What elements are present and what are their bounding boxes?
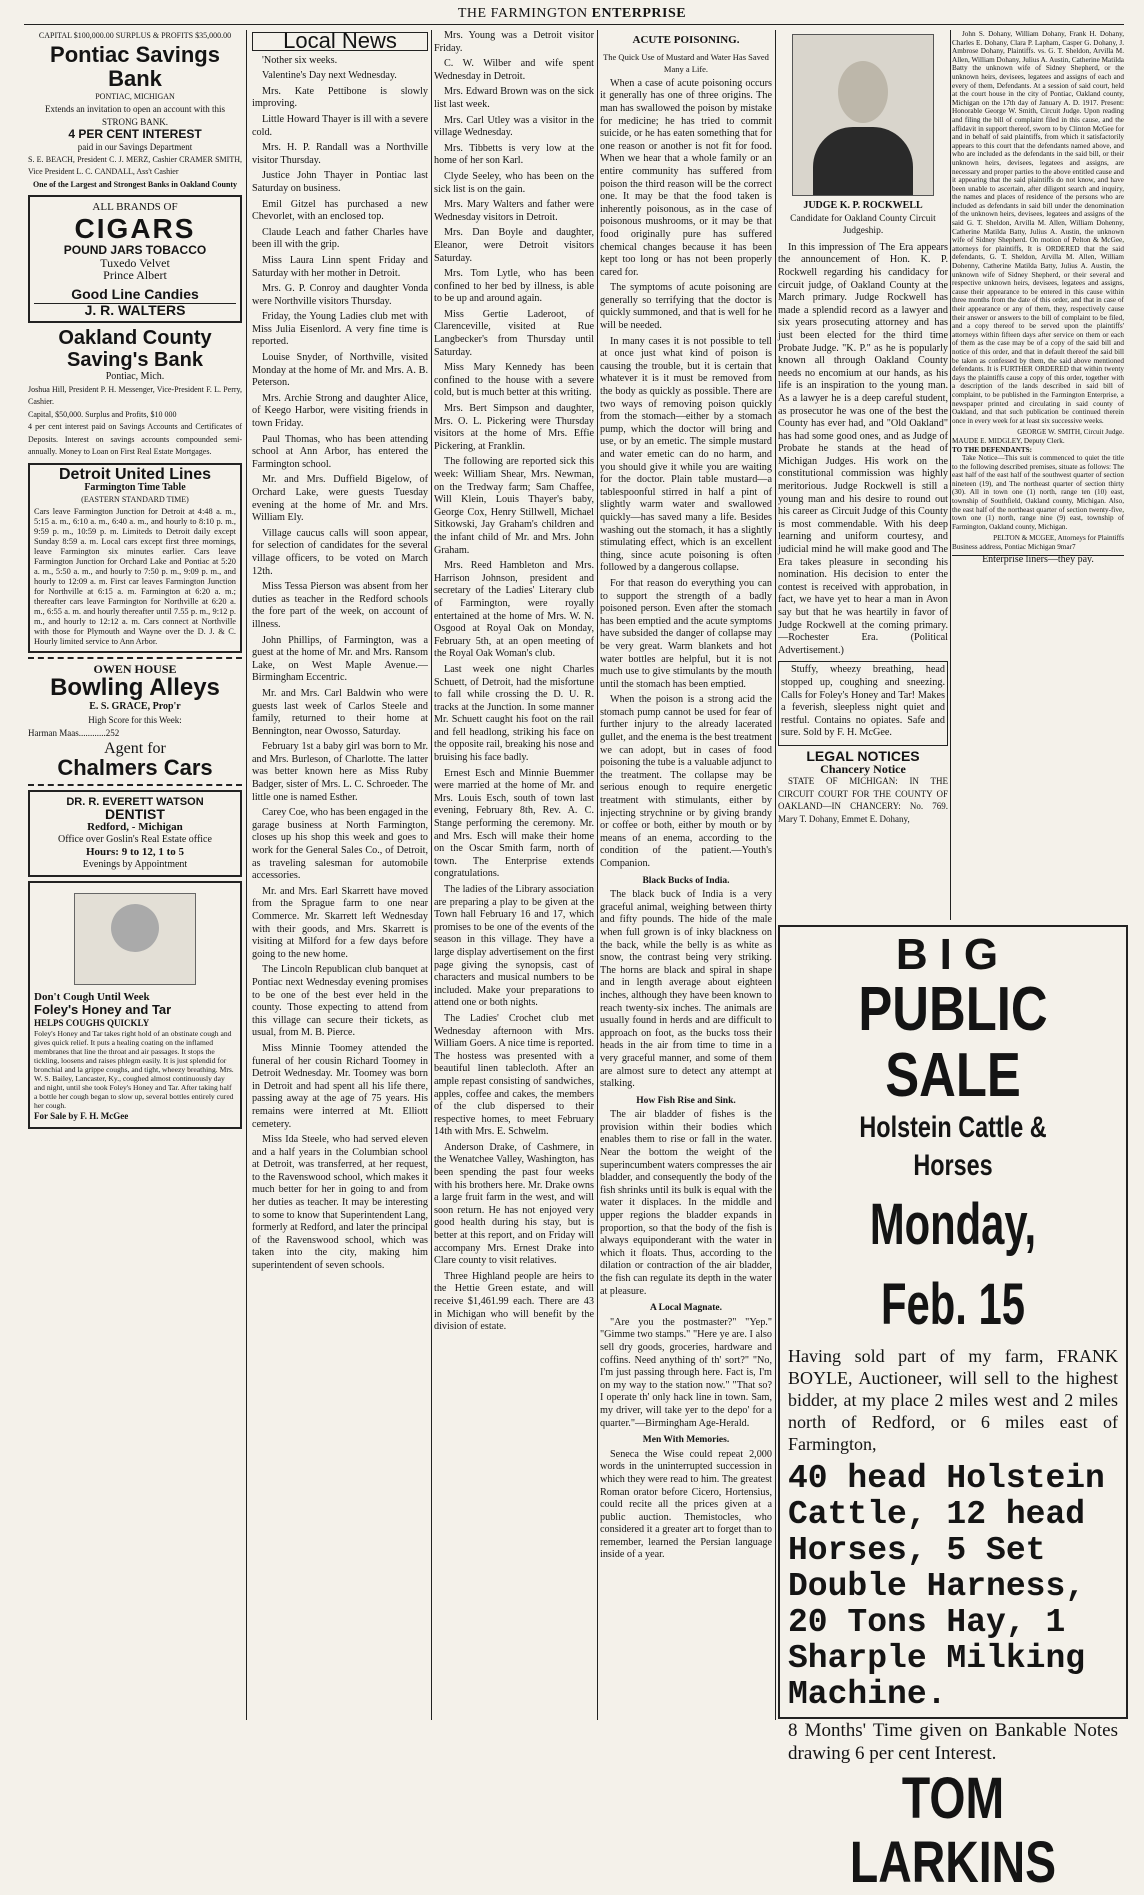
dentist-location: Redford, - Michigan — [87, 821, 183, 833]
bowl-score-label: High Score for this Week: — [88, 715, 182, 726]
stuffy-text: Stuffy, wheezy breathing, head stopped up, coughing and sneezing. Calls for Foley's Honey and Tar! Makes a feverish, sleepless night quiet and restful. Contains no opiates. Safe and sure. Sold by F. H. McGee. — [781, 664, 945, 739]
news-item: Emil Gitzel has purchased a new Chevorlet, with an enclosed top. — [252, 198, 428, 223]
news-item: Paul Thomas, who has been attending school at Ann Arbor, has entered the Farmington school. — [252, 433, 428, 470]
agent-cars: Chalmers Cars — [57, 754, 213, 780]
news-item: When a case of acute poisoning occurs it generally has one of three origins. The man has swallowed the poison by mistake for medicine; he has tried to commit suicide, or he has eaten something that for one reason or another is not fit for food. When we hear that a whole family or an entire community has suffered from poison the third reason will be the correct one. It may be that the food taken is inherently poisonous, as in the case of poisonous mushrooms, or it may be that food originally pure has suffered chemical changes because it has been kept too long or has not been properly cared for. — [600, 77, 773, 278]
news-item: Three Highland people are heirs to the Hettie Green estate, and will receive $1,461.99 each. There are 43 in Michigan who will benefit by the division of estate. — [434, 1270, 594, 1333]
judge-caption-sub: Candidate for Oakland County Circuit Judgeship. — [790, 213, 936, 237]
bowl-title: Bowling Alleys — [50, 674, 220, 702]
bank1-officers: S. E. BEACH, President C. J. MERZ, Cashier CRAMER SMITH, Vice President L. C. CANDALL, Ass't Cashier — [28, 154, 242, 177]
news-item: Last week one night Charles Schuett, of Detroit, had the misfortune to fall while crossing the D. U. R. tracks at the Junction. In some manner Mr. Schuett caught his foot on the rail and fell headlong, striking his face on the opposite rail, breaking his nose and bruising his face badly. — [434, 663, 594, 764]
news-item: Miss Mary Kennedy has been confined to the house with a severe cold, but is much better at this writing. — [434, 362, 594, 399]
bowl-prop: E. S. GRACE, Prop'r — [89, 701, 181, 713]
sale-date: Monday, Feb. 15 — [869, 1192, 1037, 1337]
news-item: Miss Ida Steele, who had served eleven and a half years in the Columbian school at Detroit, was transferred, at her request, to the Ravenswood school, which makes it much better for her in going to and from her duties as teacher. It may be interesting to some to know that Superintendent Lang, formerly at Redford, and later the principal of the Ravenswood school, which was taken into the city, making him superintendent of seven schools. — [252, 1134, 428, 1272]
rail-standard: (EASTERN STANDARD TIME) — [81, 495, 189, 505]
local-news-body — [252, 55, 428, 1273]
defendants-heading: TO THE DEFENDANTS: — [952, 445, 1033, 454]
news-item: Mrs. Carl Utley was a visitor in the village Wednesday. — [434, 114, 594, 139]
news-item: Claude Leach and father Charles have been ill with the grip. — [252, 226, 428, 251]
sale-items: 40 head Holstein Cattle, 12 head Horses, 5 Set Double Harness, 20 Tons Hay, 1 Sharple Milking Machine. — [788, 1460, 1105, 1713]
news-item: Mrs. Tibbetts is very low at the home of her son Karl. — [434, 142, 594, 167]
divider — [28, 657, 242, 659]
bank1-tagline: One of the Largest and Strongest Banks in Oakland County — [32, 179, 238, 189]
news-item: The symptoms of acute poisoning are generally so terrifying that the doctor is quickly summoned, and that is well for he will be needed. — [600, 282, 772, 332]
sale-name: TOM LARKINS — [849, 1766, 1057, 1895]
dentist-evenings: Evenings by Appointment — [82, 858, 188, 870]
stuffy-ad — [778, 661, 948, 746]
man-illustration — [74, 893, 196, 985]
local-news-title: Local News — [252, 32, 428, 51]
sale-headline: PUBLIC SALE — [858, 975, 1048, 1110]
legal-continued: John S. Dohany, William Dohany, Frank H. Dohany, Charles E. Dohany, Clara P. Lapham, Casper G. Dohany, J. Ambrose Dohany, Plaintiffs. vs. G. T. Sheldon, Arvilla M. Allen, William Dohany, Julius A. Austin, Catherine Matilda Batty the unknown wife of Sidney Shepherd, or the unknown heirs, devisees, legatees and assigns of each and every of them, Defendants. At a session of said court, held at the court house in the city of Pontiac, Oakland county, Michigan on the 17th day of January A. D. 1917. Present: Honorable George W. Smith, Circuit Judge. Upon reading and filing the bill of complaint filed in this cause, and the affidavit in support thereof, sworn to by Clinton McGee for and in behalf of said plaintiffs, from which it satisfactorily appears to this court that the defendants named above, and who are included as the defendants in the said bill, or their unknown heirs, devisees, legatees and assigns, are necessary and proper parties to the above entitled cause and it appearing that the said plaintiffs do not know, and have been unable to ascertain, after diligent search and inquiry, the names and places of residence of the persons who are included as defendants in said bill under the denomination of the unknown heirs, devisees, legatees and assigns of the said G. T. Sheldon, Arvilla M. Allen, William Dohenny, Catherine Matilda Batty, Julius A. Austin, the unknown wife of Sidney Shepherd. On motion of Pelton & McGee, attorneys for plaintiffs, It is ORDERED that the said defendants, G. T. Sheldon, Arvilla M. Allen, William Dohenny, Catherine Matilda Batty, Julius A. Austin, the unknown wife of Sidney Shepherd, or their several and respective unknown heirs, devisees, legatees and assigns, cause their appearance to be entered in this cause within three months from the date of this order, and that in case of their appearance or any of them, they, respectively cause their answer or answers to the bill of complaint to be filed, and a copy thereof to be served upon the plaintiffs' attorneys within fifteen days after service on them or each of them as the case may be of a copy of the said bill and notice of this order, and that in default thereof the said bill be taken as confessed by them, the said above mentioned defendants. It is FURTHER ORDERED that within twenty days the plaintiffs cause a copy of this order, together with a description of the lands described in said bill of complaint, to be published in the Farmington Enterprise, a newspaper printed and circulating in said county of Oakland, and that such publication be continued therein once in every week for at least six successive weeks. — [952, 30, 1124, 425]
bank1-header: CAPITAL $100,000.00 SURPLUS & PROFITS $35,000.00 — [38, 31, 232, 40]
bank1-invite: Extends an invitation to open an account with this STRONG BANK. — [45, 104, 225, 127]
news-item: Mr. and Mrs. Duffield Bigelow, of Orchard Lake, were guests Tuesday evening at the home of Mr. and Mrs. William Ely. — [252, 474, 428, 524]
news-item: Friday, the Young Ladies club met with Miss Julia Eisenlord. A very fine time is reported. — [252, 311, 428, 348]
news-item: When the poison is a strong acid the stomach pump cannot be used for fear of further injury to the already lacerated gullet, and the enema is the best treatment we can adopt, but in cases of food poisoning the tube is a valuable adjunct to the treatment. The collapse may be serious enough to require energetic treatment with stimulants, either by injecting strychnine or by giving brandy or coffee or both, either by mouth or by means of an enema, according to the condition of the patient.—Youth's Companion. — [600, 694, 772, 869]
news-item: Miss Gertie Laderoot, of Clarenceville, visited at Rue Langbecker's from Thursday until Saturday. — [434, 308, 594, 358]
sale-terms: 8 Months' Time given on Bankable Notes drawing 6 per cent Interest. — [788, 1720, 1118, 1764]
judge-portrait — [792, 34, 934, 196]
foley-text: Foley's Honey and Tar takes right hold of an obstinate cough and gives quick relief. It puts a healing coating on the inflamed membranes that line the throat and air passages. It stops the tickling, loosens and raises phlegm easily. It is just splendid for bronchial and la grippe coughs, and tight, wheezy breathing. Mrs. W. S. Bailey, Lancaster, Ky., coughed almost continuously day and night, until she took Foley's Honey and Tar. After taking half a bottle her cough began to slow up, several bottles entirely cured her cough. — [34, 1029, 234, 1111]
divider — [28, 784, 242, 786]
column-ads — [28, 30, 242, 1720]
legal-text: STATE OF MICHIGAN: IN THE CIRCUIT COURT FOR THE COUNTY OF OAKLAND—IN CHANCERY: No. 769. Mary T. Dohany, Emmet E. Dohany, — [778, 776, 948, 824]
column-rule — [775, 30, 776, 1720]
foley-sale: For Sale by F. H. McGee — [34, 1111, 129, 1122]
memories-title: Men With Memories. — [642, 1435, 730, 1446]
news-item: 'Nother six weeks. — [262, 54, 338, 66]
news-item: Little Howard Thayer is ill with a severe cold. — [252, 113, 428, 138]
dentist-ad — [28, 790, 242, 878]
news-item: Mrs. Kate Pettibone is slowly improving. — [252, 85, 428, 110]
poison-subtitle: The Quick Use of Mustard and Water Has Saved Many a Life. — [603, 51, 769, 75]
masthead-rule — [24, 24, 1124, 25]
news-item: Mrs. Bert Simpson and daughter, Mrs. O. L. Pickering were Thursday visitors at the home of Mrs. Effie Pickering, at Franklin. — [434, 403, 594, 452]
column-rule — [597, 30, 598, 1720]
public-sale-ad — [778, 925, 1128, 1895]
bank1-name: Pontiac Savings Bank — [50, 41, 220, 91]
buck-text: The black buck of India is a very graceful animal, weighing between thirty and fifty pounds. The hide of the male when full grown is of inky blackness on the back, while the belly is as white as snow, the contrast being very striking. The horns are black and spiral in shape and in length average about eighteen inches, although they have been known to reach twenty-six inches. The animals are usually found in herds and are difficult to approach on foot, as the bucks toss their heads in the air from time to time in a very graceful manner, and some of them are almost sure to detect any attempt at stalking. — [600, 889, 772, 1090]
magnate-title: A Local Magnate. — [649, 1303, 723, 1314]
legal-signature: GEORGE W. SMITH, Circuit Judge. — [1017, 428, 1124, 437]
news-item: Miss Laura Linn spent Friday and Saturday with her mother in Detroit. — [252, 254, 428, 279]
dentist-name: DR. R. EVERETT WATSON — [66, 795, 204, 808]
fish-title: How Fish Rise and Sink. — [636, 1095, 736, 1106]
masthead-bold: ENTERPRISE — [591, 6, 687, 21]
legal-subtitle: Chancery Notice — [820, 761, 906, 776]
news-item: Miss Minnie Toomey attended the funeral of her cousin Richard Toomey in Detroit Wednesday. Mr. Toomey was born in Detroit and had spent all his life there, passing away at the age of 75 years. His remains were interred at Mt. Elliott cemetery. — [252, 1042, 428, 1130]
column-local-news-continued — [434, 30, 594, 1720]
cigar-seller: J. R. WALTERS — [34, 303, 236, 317]
news-item: Mrs. G. P. Conroy and daughter Vonda were Northville visitors Thursday. — [252, 283, 428, 307]
judge-text: In this impression of The Era appears the announcement of Hon. K. P. Rockwell regarding his candidacy for circuit judge, of Oakland County at the March primary. Judge Rockwell has made a splendid record as a lawyer and six years prosecuting attorney and has just been elected for the third time Probate Judge. "K. P." as he is popularly known all through Oakland County needs no encomium at our hands, as his life is an inspiration to the young man. As a lawyer he is a deep careful student, as prosecutor he was one of the best the County has ever had, and "Old Oakland" has had some good ones, and as Judge of Probate he stands at the head of Michigan Judges. His work on the constitutional commission was highly meritorious. Judge Rockwell is still a young man and his desire to round out his career as Circuit Judge of this County is most commendable. With his deep learning and uniform courtesy, and judicial mind he will make good and The Era takes pleasure in seconding his nomination. His decision to enter the contest is received with approbation, in fact, we have yet to hear a man in Avon say but that he was heartily in favor of Judge Rockwell at the coming primary.—Rochester Era. (Political Advertisement.) — [778, 241, 948, 656]
foley-line: Don't Cough Until Week — [34, 991, 150, 1004]
sale-subheadline: Holstein Cattle & Horses — [859, 1111, 1047, 1182]
bank2-capital: Capital, $50,000. Surplus and Profits, $10 000 — [28, 409, 177, 419]
news-item: C. W. Wilber and wife spent Wednesday in Detroit. — [434, 58, 594, 82]
magnate-text: "Are you the postmaster?" "Yep." "Gimme two stamps." "Here ye are. I also sell dry goods, groceries, hardware and coffins. Need anything of th' sort?" "No, I'm just passing through here. Fact is, I'm on my way to the station now." "That so? I operate th' only hack line in town. Sam, my driver, will take yer to the depo' for a quarter."—Birmingham Age-Herald. — [600, 1316, 772, 1429]
local-news-body-2 — [434, 30, 594, 1334]
foley-title: Foley's Honey and Tar — [34, 1001, 172, 1017]
news-item: Mr. and Mrs. Earl Skarrett have moved from the Sprague farm to one near Commerce. Mr. Skarrett left Wednesday with their goods, and Mrs. Skarrett is visiting at Milford for a few days before going to the new home. — [252, 885, 428, 960]
defendants-text: Take Notice—This suit is commenced to quiet the title to the following described premises, situate as follows: The east half of the east half of the southwest quarter of section nineteen (19), and The northeast quarter of section thirty (30). All in town one (1) north, range ten (10) east, township of Southfield, Oakland county, Michigan. Also, the east half of the northeast quarter of section twenty-five, town one (1) north, range nine (9) east, township of Farmington, Oakland county, Michigan. — [952, 454, 1124, 531]
bank2-name: Oakland County — [58, 326, 212, 349]
news-item: Mrs. Dan Boyle and daughter, Eleanor, were Detroit visitors Saturday. — [434, 227, 594, 264]
business-address: Business address, Pontiac Michigan 9mar7 — [952, 543, 1076, 552]
news-item: Miss Tessa Pierson was absent from her duties as teacher in the Redford schools the fore part of the week, on account of illness. — [252, 581, 428, 630]
masthead — [0, 6, 1144, 22]
column-local-news — [252, 30, 428, 1720]
news-item: Justice John Thayer in Pontiac last Saturday on business. — [252, 170, 428, 194]
fish-text: The air bladder of fishes is the provision within their bodies which enables them to rise or fall in the water. Near the bottom the weight of the superincumbent waters compresses the air bladder, and consequently the body of the fish shrinks until its bulk is equal with the water it displaces. In the middle and upper regions the bladder expands in proportion, so that the body of the fish is always equiponderant with the water in which it floats. Thus, according to the dilation or contraction of the air bladder, the fish can regulate its depth in the water at pleasure. — [600, 1109, 772, 1297]
foley-ad — [28, 881, 242, 1128]
column-articles — [600, 30, 772, 1720]
masthead-prefix: THE FARMINGTON — [457, 6, 588, 21]
bowl-house: OWEN HOUSE — [93, 661, 177, 676]
news-item: John Phillips, of Farmington, was a guest at the home of Mr. and Mrs. Ransom Lake, on West Maple Avenue.—Birmingham Eccentric. — [252, 634, 428, 684]
news-item: Village caucus calls will soon appear, for selection of candidates for the several village officers, to be voted on March 12th. — [252, 527, 428, 577]
poison-body — [600, 78, 772, 871]
attorneys: PELTON & MCGEE, Attorneys for Plaintiffs — [993, 534, 1124, 543]
dentist-title: DENTIST — [105, 806, 165, 823]
news-item: Mrs. Archie Strong and daughter Alice, of Keego Harbor, were visiting friends in town Friday. — [252, 392, 428, 430]
memories-text: Seneca the Wise could repeat 2,000 words in the uninterrupted succession in which they were read to him. The greatest Roman orator before Cicero, Hortensius, could recite all the prices given at a public auction. Themistocles, who considered it a greater art to forget than to remember, learned the Persian language inside of a year. — [600, 1448, 772, 1561]
cigar-line: Good Line Candies — [71, 285, 199, 302]
column-rule — [950, 30, 951, 920]
news-item: For that reason do everything you can to support the strength of a badly poisoned person. Even after the stomach has been emptied and the acute symptoms have subsided the danger of collapse may be very great. Warm blankets and hot water bottles are helpful, but it is not much use to give stimulants by the mouth until the stomach has been emptied. — [600, 577, 772, 690]
rail-subtitle: Farmington Time Table — [84, 481, 186, 493]
news-item: Clyde Seeley, who has been on the sick list is on the gain. — [434, 170, 594, 195]
news-item: Valentine's Day next Wednesday. — [262, 70, 397, 82]
news-item: In many cases it is not possible to tell at once just what kind of poison is causing the trouble, but it is certain that whatever it is it must be removed from the body as quickly as possible. There are two ways of removing poison quickly from the stomach—either by a stomach pump, which the doctor will bring and use, or by an emetic. The simple mustard and water emetic can do no harm, and you should give it while you are waiting for the doctor. Plain table mustard—a tablespoonful stirred in half a pint of slightly warm water and swallowed quickly—has saved many a life. Besides washing out the stomach, it has a slightly stimulating effect, which is an excellent thing, since acute poisoning is often followed by a dangerous collapse. — [600, 335, 772, 574]
news-item: Mrs. Reed Hambleton and Mrs. Harrison Johnson, president and secretary of the Ladies' Literary club of Farmington, were royally entertained at the home of Mrs. W. N. Osgood at Royal Oak on Monday, February 5th, at an open meeting of the Royal Oak Woman's club. — [434, 560, 594, 660]
news-item: The Lincoln Republican club banquet at Pontiac next Wednesday evening promises to be one of the best ever held in the county. Those expecting to attend from this village can secure their tickets, as usual, from M. B. Pierce. — [252, 964, 428, 1039]
bank1-location: PONTIAC, MICHIGAN — [95, 91, 175, 101]
bank2-location: Pontiac, Mich. — [105, 370, 165, 382]
bank1-interest: 4 PER CENT INTEREST — [68, 127, 202, 142]
buck-title: Black Bucks of India. — [642, 875, 730, 886]
news-item: Mr. and Mrs. Carl Baldwin who were guests last week of Carlos Steele and family, returned to their home at Bennington, near Owosso, Saturday. — [252, 687, 428, 737]
news-item: Anderson Drake, of Cashmere, in the Wenatchee Valley, Washington, has been spending the past four weeks with his brothers here. Mr. Drake owns a large fruit farm in the west, and will soon return. He has not enjoyed very good health during his stay, but is better at this report, and on Friday will accompany Mrs. Ernest Drake into Clare county to visit relatives. — [434, 1141, 594, 1267]
news-item: Carey Coe, who has been engaged in the garage business at North Farmington, closes up his shop this week and goes to work for the General Sales Co., of Detroit, as traveling salesman for automobile accessories. — [252, 807, 428, 882]
news-item: Mrs. Mary Walters and father were Wednesday visitors in Detroit. — [434, 199, 594, 223]
poison-title: ACUTE POISONING. — [632, 34, 740, 46]
column-legal — [952, 30, 1124, 920]
sale-intro: Having sold part of my farm, FRANK BOYLE, Auctioneer, will sell to the highest bidder, at my place 2 miles west and 2 miles north of Redford, or 6 miles east of Farmington, — [788, 1346, 1118, 1454]
cigar-ad — [28, 195, 242, 323]
news-item: February 1st a baby girl was born to Mr. and Mrs. Burleson, of Charlotte. The latter was better known here as Miss Ruby Badger, sister of Mrs. L. C. Schroeder. The little one is named Esther. — [252, 741, 428, 803]
cigar-line: Prince Albert — [103, 268, 167, 283]
news-item: Mrs. Tom Lytle, who has been confined to her bed by illness, is able to be up and around again. — [434, 268, 594, 305]
judge-caption: JUDGE K. P. ROCKWELL — [803, 200, 923, 211]
cigar-line: Tuxedo Velvet — [100, 255, 170, 270]
rail-title: Detroit United Lines — [58, 466, 211, 484]
dentist-hours: Hours: 9 to 12, 1 to 5 — [85, 846, 185, 859]
news-item: Mrs. H. P. Randall was a Northville visitor Thursday. — [252, 142, 428, 166]
cigar-line: ALL BRANDS OF — [92, 201, 178, 214]
cigar-headline: CIGARS — [74, 212, 196, 244]
column-rule — [431, 30, 432, 1720]
news-item: Mrs. Edward Brown was on the sick list last week. — [434, 86, 594, 110]
rail-text: Cars leave Farmington Junction for Detroit at 4:48 a. m., 5:15 a. m., 6:10 a. m., 6:40 a. m., and hourly to 8:10 p. m., 9:59 p. m., 10:59 p. m. Limiteds to Detroit daily except Sunday 8:59 a. m. Local cars except first three mornings, leave Farmington six minutes earlier. Cars leave Farmington Junction for Orchard Lake and Pontiac at 5:20 a. m., 5:50 a. m., and hourly to 7:50 p. m., 9:09 p. m., and hourly to 12:09 a. m. First car leaves Farmington Junction for Northville at 6:15 a. m. Farmington at 6:20 a. m.; thereafter cars leave Farmington for Northville at 6:20 a. m., 6:55 a. m. and hourly thereafter until 7.55 p. m., 9:12 p. m., and hourly to 12:12 a. m. Cars connect at Northville with those for Plymouth and Wayne over the D. J. & C. Hourly limited service to Ann Arbor. — [34, 506, 236, 646]
agent-label: Agent for — [104, 740, 166, 758]
news-item: The Ladies' Crochet club met Wednesday afternoon with Mrs. William Goers. A nice time is reported. The hostess was presented with a beautiful linen tablecloth. After an ample repast consisting of sandwiches, apples, coffee and cakes, the members of the club dispersed to their respective homes, to meet February 14th with Mrs. E. Schwelm. — [434, 1012, 594, 1138]
sale-big: BIG — [895, 930, 1011, 979]
bank1-paid: paid in our Savings Department — [77, 141, 193, 152]
column-rule — [246, 30, 247, 1720]
news-item: Ernest Esch and Minnie Buemmer were married at the home of Mr. and Mrs. Louis Esch, south of town last evening, February 8th, Rev. A. C. Stange performing the ceremony. Mr. and Mrs. Esch will make their home on the Oscar Smith farm, north of town. The Enterprise extends congratulations. — [434, 767, 594, 880]
cigar-line: POUND JARS TOBACCO — [63, 242, 207, 257]
dentist-office: Office over Goslin's Real Estate office — [58, 833, 212, 845]
legal-clerk: MAUDE E. MIDGLEY, Deputy Clerk. — [952, 436, 1065, 445]
news-item: The following are reported sick this week: William Shear, Mrs. Newman, on the Tredway farm; Sam Chaffee, Will Klein, Louis Thayer's baby, George Cox, Henry Stillwell, Michael Sitkowski, Jay Graham's children and the infant child of Mr. and Mrs. John Graham. — [434, 456, 594, 556]
bank2-officers: Joshua Hill, President P. H. Messenger, Vice-President F. L. Perry, Cashier. — [28, 384, 242, 407]
bowl-score: Harman Maas............252 — [28, 727, 120, 738]
legal-title: LEGAL NOTICES — [806, 747, 920, 764]
news-item: Mrs. Young was a Detroit visitor Friday. — [434, 30, 594, 54]
enterprise-liners: Enterprise liners—they pay. — [952, 555, 1124, 565]
column-judge — [778, 30, 948, 920]
bank2-text: 4 per cent interest paid on Savings Accounts and Certificates of Deposits. Interest on savings accounts compounded semi-annually. Money to Loan on First Real Estate Mortgages. — [28, 422, 242, 457]
foley-sub: HELPS COUGHS QUICKLY — [34, 1017, 150, 1028]
news-item: The ladies of the Library association are preparing a play to be given at the Town hall February 16 and 17, which promises to be one of the events of the season in this village. They have a large display advertisement on the first page giving the synopsis, cast of characters and musical numbers to be included. Make your preparations to attend one or both nights. — [434, 884, 594, 1009]
rail-ad — [28, 463, 242, 653]
news-item: Louise Snyder, of Northville, visited Monday at the home of Mr. and Mrs. A. B. Peterson. — [252, 352, 428, 389]
bank2-name-2: Saving's Bank — [67, 348, 203, 371]
